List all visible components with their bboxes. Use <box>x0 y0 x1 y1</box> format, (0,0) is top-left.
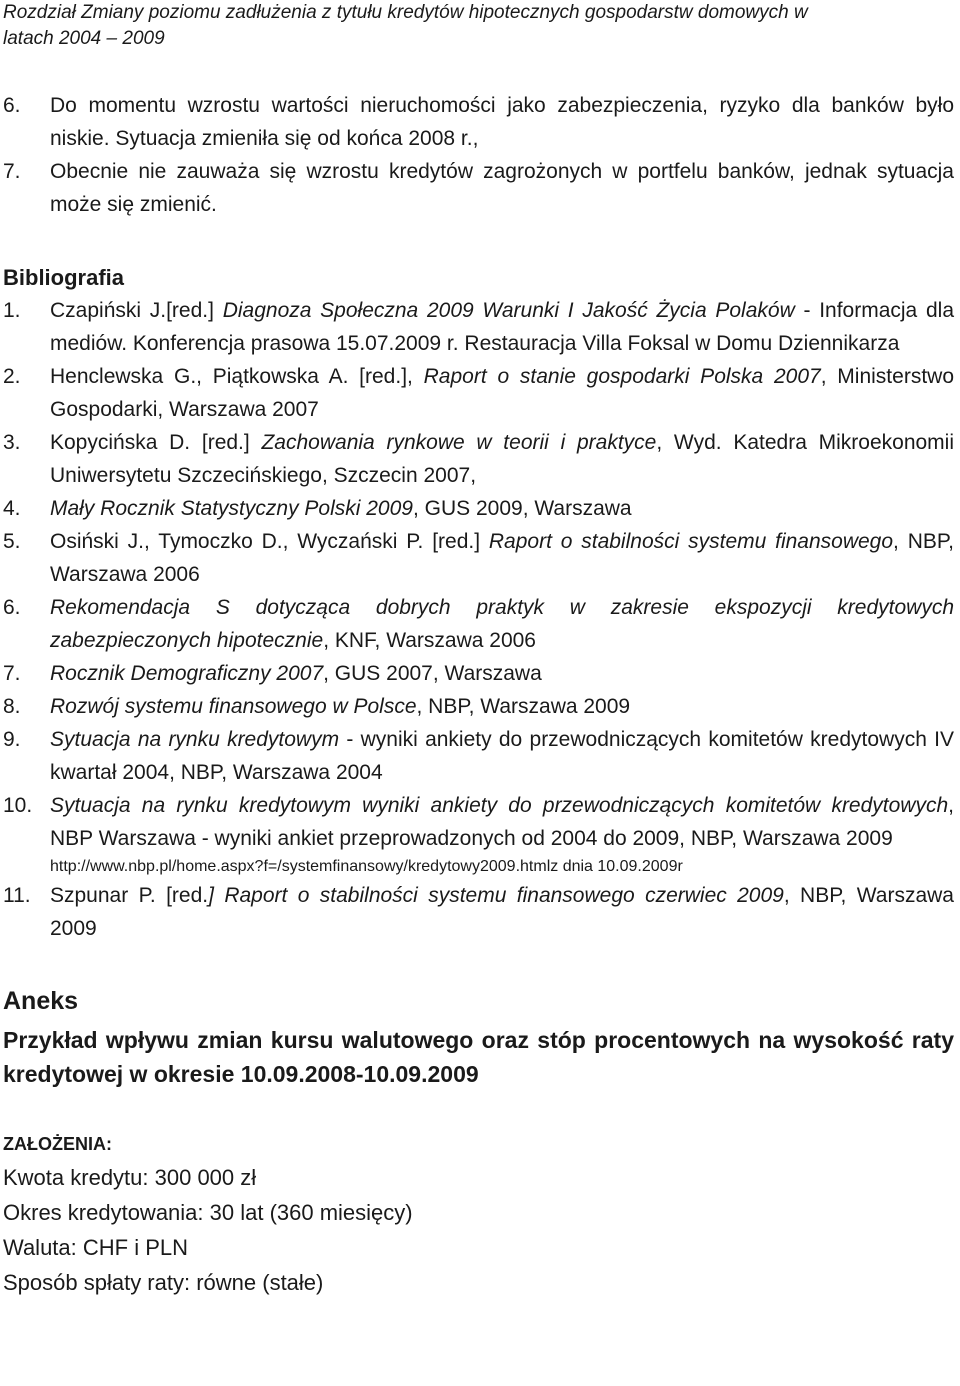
list-item: 9. Sytuacja na rynku kredytowym - wyniki ankiety do przewodniczących komitetów kredytowych IV kwartał 2004, NBP, Warszawa 2004 <box>3 728 954 784</box>
chapter-header <box>3 0 933 52</box>
assumption-item: Sposób spłaty raty: równe (stałe) <box>3 1270 324 1295</box>
list-item: 10. Sytuacja na rynku kredytowym wyniki ankiety do przewodniczących komitetów kredytowych, NBP Warszawa - wyniki ankiet przeprowadzonych od 2004 do 2009, NBP, Warszawa 2009 http://www.nbp.pl/home.aspx?f=/systemfinansowy/kredytowy2009.htmlz dnia 10.09.2009r <box>3 789 954 879</box>
bibliography-list <box>3 294 954 945</box>
conclusions-list <box>3 89 954 221</box>
assumption-item: Waluta: CHF i PLN <box>3 1235 189 1260</box>
list-item: 6. Rekomendacja S dotycząca dobrych praktyk w zakresie ekspozycji kredytowych zabezpieczonych hipotecznie, KNF, Warszawa 2006 <box>3 596 954 652</box>
list-item: 7. Rocznik Demograficzny 2007, GUS 2007, Warszawa <box>3 662 542 685</box>
list-item: 3. Kopycińska D. [red.] Zachowania rynkowe w teorii i praktyce, Wyd. Katedra Mikroekonomii Uniwersytetu Szczecińskiego, Szczecin 2007, <box>3 431 954 487</box>
list-item: 8. Rozwój systemu finansowego w Polsce, NBP, Warszawa 2009 <box>3 695 631 718</box>
chapter-header-line2: latach 2004 – 2009 <box>3 28 165 49</box>
assumption-item: Kwota kredytu: 300 000 zł <box>3 1165 257 1190</box>
list-item: 7. Obecnie nie zauważa się wzrostu kredytów zagrożonych w portfelu banków, jednak sytuacja może się zmienić. <box>3 160 954 216</box>
list-item: 1. Czapiński J.[red.] Diagnoza Społeczna 2009 Warunki I Jakość Życia Polaków - Informacja dla mediów. Konferencja prasowa 15.07.2009 r. Restauracja Villa Foksal w Domu Dziennikarza <box>3 299 954 355</box>
list-item: 6. Do momentu wzrostu wartości nieruchomości jako zabezpieczenia, ryzyko dla banków było niskie. Sytuacja zmieniła się od końca 2008 r., <box>3 94 954 150</box>
assumption-item: Okres kredytowania: 30 lat (360 miesięcy) <box>3 1200 413 1225</box>
assumptions-heading: ZAŁOŻENIA: <box>3 1134 112 1154</box>
assumptions-list <box>3 1160 954 1300</box>
annex-heading: Aneks <box>3 987 79 1015</box>
source-link[interactable]: http://www.nbp.pl/home.aspx?f=/systemfinansowy/kredytowy2009.htmlz dnia 10.09.2009r <box>50 858 683 875</box>
list-item: 2. Henclewska G., Piątkowska A. [red.], Raport o stanie gospodarki Polska 2007, Ministerstwo Gospodarki, Warszawa 2007 <box>3 365 954 421</box>
list-item: 4. Mały Rocznik Statystyczny Polski 2009, GUS 2009, Warszawa <box>3 497 632 520</box>
chapter-header-line1: Rozdział Zmiany poziomu zadłużenia z tytułu kredytów hipotecznych gospodarstw domowych w <box>3 2 808 23</box>
annex-subtitle: Przykład wpływu zmian kursu walutowego oraz stóp procentowych na wysokość raty kredytowej w okresie 10.09.2008-10.09.2009 <box>3 1027 954 1087</box>
list-item: 11. Szpunar P. [red.] Raport o stabilności systemu finansowego czerwiec 2009, NBP, Warszawa 2009 <box>3 884 954 940</box>
bibliography-heading: Bibliografia <box>3 265 125 290</box>
list-item: 5. Osiński J., Tymoczko D., Wyczański P. [red.] Raport o stabilności systemu finansowego, NBP, Warszawa 2006 <box>3 530 955 586</box>
